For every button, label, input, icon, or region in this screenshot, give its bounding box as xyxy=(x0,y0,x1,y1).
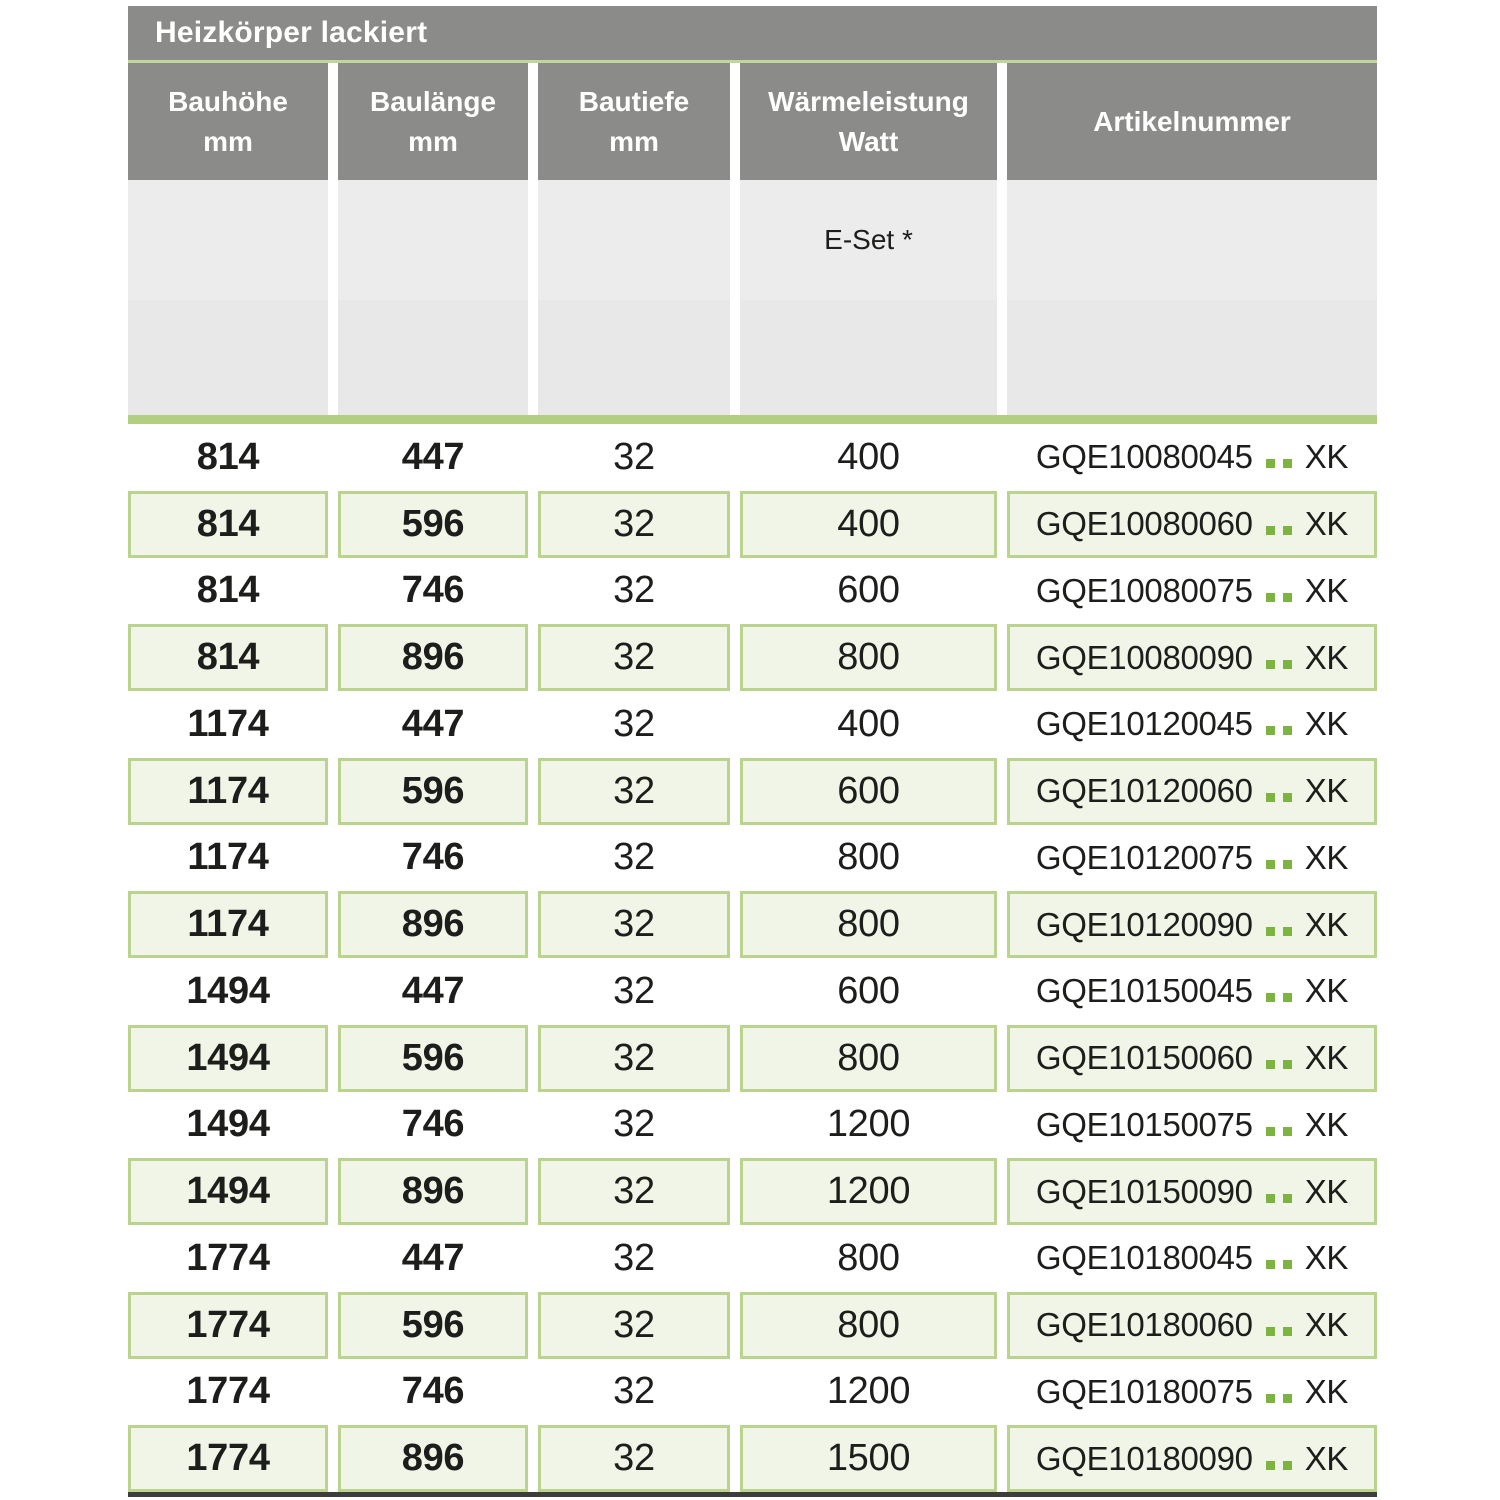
artikelnummer-text xyxy=(1036,505,1348,543)
artikelnummer-suffix: XK xyxy=(1304,1239,1349,1277)
cell-artikelnummer xyxy=(1007,1359,1377,1426)
cell-baulaenge: 746 xyxy=(401,836,465,879)
cell-baulaenge: 746 xyxy=(401,1103,465,1146)
placeholder-dot-icon xyxy=(1266,993,1275,1002)
subheader-cell xyxy=(538,180,730,300)
table-title: Heizkörper lackiert xyxy=(155,16,428,49)
cell-watt: 400 xyxy=(740,491,997,558)
cell-bauhoehe: 1494 xyxy=(128,1158,328,1225)
subheader-spacer-cell xyxy=(740,300,997,415)
artikelnummer-suffix: XK xyxy=(1304,838,1349,876)
cell-watt: 800 xyxy=(740,1025,997,1092)
header-unit: mm xyxy=(609,125,659,157)
subheader-cell-eset xyxy=(740,180,997,300)
cell-baulaenge: 896 xyxy=(338,1425,528,1492)
artikelnummer-text xyxy=(1036,1373,1348,1411)
cell-artikelnummer xyxy=(1007,1292,1377,1359)
cell-bauhoehe: 814 xyxy=(196,435,260,478)
placeholder-dot-icon xyxy=(1266,1060,1275,1069)
cell-bautiefe: 32 xyxy=(613,435,655,478)
cell-watt: 800 xyxy=(740,1292,997,1359)
placeholder-dot-icon xyxy=(1266,1394,1275,1403)
artikelnummer-text xyxy=(1036,1106,1348,1144)
cell-artikelnummer xyxy=(1007,758,1377,825)
artikelnummer-suffix: XK xyxy=(1304,772,1349,810)
table-row xyxy=(128,1158,1377,1225)
artikelnummer-suffix: XK xyxy=(1304,1372,1349,1410)
cell-watt: 400 xyxy=(837,702,900,745)
cell-baulaenge: 447 xyxy=(401,969,465,1012)
table-row xyxy=(128,691,1377,758)
cell-watt: 1200 xyxy=(826,1370,911,1413)
artikelnummer-suffix: XK xyxy=(1304,1172,1349,1210)
artikelnummer-text xyxy=(1036,1039,1348,1077)
cell-bautiefe: 32 xyxy=(538,1292,730,1359)
cell-artikelnummer xyxy=(1007,1425,1377,1492)
cell-bautiefe: 32 xyxy=(613,569,655,612)
artikelnummer-prefix: GQE10080045 xyxy=(1035,438,1253,476)
placeholder-dot-icon xyxy=(1283,1127,1292,1136)
subheader-spacer-cell xyxy=(128,300,328,415)
cell-watt: 800 xyxy=(837,1236,900,1279)
artikelnummer-prefix: GQE10180075 xyxy=(1035,1372,1253,1410)
subheader-spacer-cell xyxy=(538,300,730,415)
placeholder-dot-icon xyxy=(1283,459,1292,468)
cell-baulaenge: 896 xyxy=(338,891,528,958)
placeholder-dot-icon xyxy=(1266,526,1275,535)
placeholder-dot-icon xyxy=(1266,459,1275,468)
artikelnummer-suffix: XK xyxy=(1304,1039,1349,1077)
cell-bauhoehe: 1174 xyxy=(187,702,269,745)
artikelnummer-text xyxy=(1036,1239,1348,1277)
artikelnummer-suffix: XK xyxy=(1304,438,1349,476)
placeholder-dot-icon xyxy=(1266,1327,1275,1336)
cell-artikelnummer xyxy=(1007,624,1377,691)
cell-bauhoehe: 1774 xyxy=(186,1370,270,1413)
artikelnummer-suffix: XK xyxy=(1304,905,1349,943)
artikelnummer-prefix: GQE10180090 xyxy=(1035,1439,1253,1477)
subheader-row xyxy=(128,180,1377,300)
header-cell-baulaenge xyxy=(338,63,528,180)
cell-watt: 800 xyxy=(740,891,997,958)
subheader-spacer-row xyxy=(128,300,1377,415)
artikelnummer-prefix: GQE10150075 xyxy=(1035,1105,1253,1143)
cell-bautiefe: 32 xyxy=(538,1158,730,1225)
cell-baulaenge: 746 xyxy=(401,1370,465,1413)
header-label: Bauhöhe xyxy=(168,85,288,117)
cell-baulaenge: 596 xyxy=(338,1025,528,1092)
header-unit: mm xyxy=(203,125,253,157)
cell-bautiefe: 32 xyxy=(538,758,730,825)
header-cell-bauhoehe xyxy=(128,63,328,180)
placeholder-dot-icon xyxy=(1266,927,1275,936)
table-row xyxy=(128,825,1377,892)
table-row xyxy=(128,558,1377,625)
cell-baulaenge: 447 xyxy=(401,1236,465,1279)
cell-artikelnummer xyxy=(1007,558,1377,625)
subheader-spacer-cell xyxy=(338,300,528,415)
artikelnummer-text xyxy=(1036,906,1348,944)
artikelnummer-text xyxy=(1036,639,1348,677)
artikelnummer-prefix: GQE10120060 xyxy=(1035,772,1253,810)
cell-watt: 600 xyxy=(740,758,997,825)
artikelnummer-prefix: GQE10180060 xyxy=(1035,1306,1253,1344)
cell-artikelnummer xyxy=(1007,491,1377,558)
cell-bautiefe: 32 xyxy=(538,624,730,691)
artikelnummer-suffix: XK xyxy=(1304,1306,1349,1344)
artikelnummer-suffix: XK xyxy=(1304,972,1349,1010)
subheader-cell xyxy=(1007,180,1377,300)
placeholder-dot-icon xyxy=(1266,660,1275,669)
header-label: Baulänge xyxy=(369,85,497,117)
artikelnummer-prefix: GQE10120045 xyxy=(1035,705,1253,743)
placeholder-dot-icon xyxy=(1266,860,1275,869)
cell-baulaenge: 447 xyxy=(401,702,465,745)
header-cell-waermeleistung xyxy=(740,63,997,180)
artikelnummer-text xyxy=(1036,972,1348,1010)
cell-baulaenge: 596 xyxy=(338,491,528,558)
cell-bauhoehe: 814 xyxy=(196,569,260,612)
placeholder-dot-icon xyxy=(1283,1194,1292,1203)
cell-bauhoehe: 1494 xyxy=(186,1103,270,1146)
cell-bauhoehe: 1174 xyxy=(128,758,328,825)
cell-artikelnummer xyxy=(1007,1158,1377,1225)
header-unit: mm xyxy=(408,125,458,157)
cell-artikelnummer xyxy=(1007,424,1377,491)
table-row xyxy=(128,424,1377,491)
table-row xyxy=(128,1292,1377,1359)
table-row xyxy=(128,624,1377,691)
header-body-divider xyxy=(128,415,1377,424)
cell-bauhoehe: 1774 xyxy=(186,1236,270,1279)
artikelnummer-suffix: XK xyxy=(1304,505,1349,543)
header-label: Bautiefe xyxy=(578,85,690,117)
placeholder-dot-icon xyxy=(1283,1327,1292,1336)
cell-bauhoehe: 814 xyxy=(128,624,328,691)
table-row xyxy=(128,958,1377,1025)
cell-bauhoehe: 1174 xyxy=(128,891,328,958)
placeholder-dot-icon xyxy=(1266,593,1275,602)
placeholder-dot-icon xyxy=(1283,993,1292,1002)
placeholder-dot-icon xyxy=(1266,726,1275,735)
cell-artikelnummer xyxy=(1007,891,1377,958)
cell-artikelnummer xyxy=(1007,1092,1377,1159)
artikelnummer-suffix: XK xyxy=(1304,1439,1349,1477)
placeholder-dot-icon xyxy=(1283,927,1292,936)
placeholder-dot-icon xyxy=(1283,1260,1292,1269)
placeholder-dot-icon xyxy=(1266,1194,1275,1203)
artikelnummer-text xyxy=(1036,1306,1348,1344)
header-label: Wärmeleistung xyxy=(768,85,969,117)
cell-baulaenge: 447 xyxy=(401,435,465,478)
placeholder-dot-icon xyxy=(1266,1127,1275,1136)
artikelnummer-prefix: GQE10180045 xyxy=(1035,1239,1253,1277)
cell-artikelnummer xyxy=(1007,1025,1377,1092)
table-row xyxy=(128,758,1377,825)
table-body xyxy=(128,424,1377,1492)
header-row xyxy=(128,63,1377,180)
placeholder-dot-icon xyxy=(1283,793,1292,802)
table-row xyxy=(128,1359,1377,1426)
artikelnummer-text xyxy=(1036,772,1348,810)
cell-artikelnummer xyxy=(1007,691,1377,758)
cell-bautiefe: 32 xyxy=(613,969,655,1012)
cell-baulaenge: 596 xyxy=(338,1292,528,1359)
artikelnummer-text xyxy=(1036,705,1348,743)
product-table xyxy=(128,6,1377,1497)
artikelnummer-text xyxy=(1036,572,1348,610)
cell-bauhoehe: 1174 xyxy=(187,836,269,879)
cell-bauhoehe: 1774 xyxy=(128,1425,328,1492)
cell-bautiefe: 32 xyxy=(538,1025,730,1092)
cell-bautiefe: 32 xyxy=(538,491,730,558)
cell-watt: 1500 xyxy=(740,1425,997,1492)
cell-baulaenge: 746 xyxy=(401,569,465,612)
cell-watt: 1200 xyxy=(826,1103,911,1146)
cell-watt: 1200 xyxy=(740,1158,997,1225)
artikelnummer-prefix: GQE10080090 xyxy=(1035,638,1253,676)
table-title-bar xyxy=(128,6,1377,60)
cell-watt: 600 xyxy=(837,569,900,612)
artikelnummer-text xyxy=(1036,1173,1348,1211)
subheader-cell xyxy=(128,180,328,300)
subheader-cell xyxy=(338,180,528,300)
artikelnummer-prefix: GQE10150060 xyxy=(1035,1039,1253,1077)
artikelnummer-suffix: XK xyxy=(1304,1105,1349,1143)
cell-watt: 800 xyxy=(837,836,900,879)
table-row xyxy=(128,891,1377,958)
header-cell-bautiefe xyxy=(538,63,730,180)
cell-artikelnummer xyxy=(1007,1225,1377,1292)
artikelnummer-suffix: XK xyxy=(1304,638,1349,676)
cell-bautiefe: 32 xyxy=(538,1425,730,1492)
header-cell-artikelnummer xyxy=(1007,63,1377,180)
eset-label: E-Set * xyxy=(824,224,913,255)
cell-watt: 400 xyxy=(837,435,900,478)
artikelnummer-suffix: XK xyxy=(1304,705,1349,743)
table-row xyxy=(128,1025,1377,1092)
placeholder-dot-icon xyxy=(1283,593,1292,602)
table-row xyxy=(128,1092,1377,1159)
cell-artikelnummer xyxy=(1007,958,1377,1025)
cell-bautiefe: 32 xyxy=(613,1236,655,1279)
cell-artikelnummer xyxy=(1007,825,1377,892)
cell-bautiefe: 32 xyxy=(613,702,655,745)
artikelnummer-prefix: GQE10120090 xyxy=(1035,905,1253,943)
placeholder-dot-icon xyxy=(1283,526,1292,535)
cell-bautiefe: 32 xyxy=(613,1370,655,1413)
table-row xyxy=(128,1225,1377,1292)
artikelnummer-text xyxy=(1036,839,1348,877)
cell-bauhoehe: 814 xyxy=(128,491,328,558)
artikelnummer-prefix: GQE10080075 xyxy=(1035,571,1253,609)
header-unit: Watt xyxy=(838,125,899,157)
cell-bautiefe: 32 xyxy=(538,891,730,958)
artikelnummer-prefix: GQE10150045 xyxy=(1035,972,1253,1010)
cell-baulaenge: 896 xyxy=(338,624,528,691)
cell-bauhoehe: 1494 xyxy=(186,969,270,1012)
cell-bautiefe: 32 xyxy=(613,1103,655,1146)
cell-baulaenge: 896 xyxy=(338,1158,528,1225)
cell-bauhoehe: 1494 xyxy=(128,1025,328,1092)
subheader-spacer-cell xyxy=(1007,300,1377,415)
cell-bautiefe: 32 xyxy=(613,836,655,879)
placeholder-dot-icon xyxy=(1283,1060,1292,1069)
artikelnummer-text xyxy=(1036,1440,1348,1478)
artikelnummer-prefix: GQE10150090 xyxy=(1035,1172,1253,1210)
placeholder-dot-icon xyxy=(1283,1461,1292,1470)
cell-bauhoehe: 1774 xyxy=(128,1292,328,1359)
artikelnummer-prefix: GQE10080060 xyxy=(1035,505,1253,543)
table-bottom-border xyxy=(128,1492,1377,1497)
placeholder-dot-icon xyxy=(1266,1461,1275,1470)
artikelnummer-prefix: GQE10120075 xyxy=(1035,838,1253,876)
placeholder-dot-icon xyxy=(1283,726,1292,735)
cell-watt: 800 xyxy=(740,624,997,691)
artikelnummer-suffix: XK xyxy=(1304,571,1349,609)
placeholder-dot-icon xyxy=(1283,660,1292,669)
table-row xyxy=(128,491,1377,558)
placeholder-dot-icon xyxy=(1283,860,1292,869)
cell-watt: 600 xyxy=(837,969,900,1012)
placeholder-dot-icon xyxy=(1266,793,1275,802)
header-label: Artikelnummer xyxy=(1093,105,1291,137)
placeholder-dot-icon xyxy=(1283,1394,1292,1403)
cell-baulaenge: 596 xyxy=(338,758,528,825)
table-row xyxy=(128,1425,1377,1492)
placeholder-dot-icon xyxy=(1266,1260,1275,1269)
artikelnummer-text xyxy=(1036,438,1348,476)
